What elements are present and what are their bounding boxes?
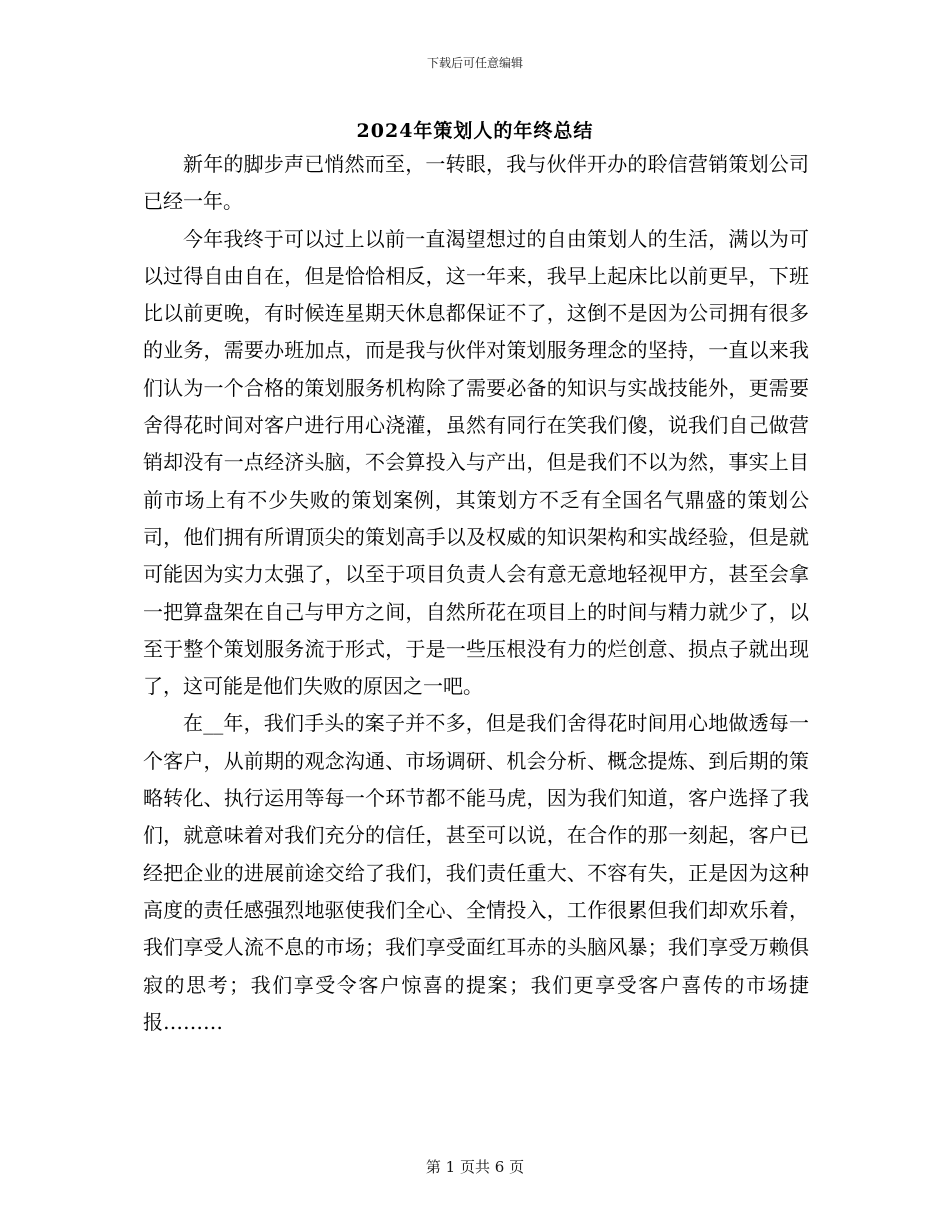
paragraph: 新年的脚步声已悄然而至，一转眼，我与伙伴开办的聆信营销策划公司已经一年。 — [143, 152, 809, 214]
document-body — [143, 146, 809, 1041]
page-header-note: 下载后可任意编辑 — [426, 56, 523, 70]
paragraph: 今年我终于可以过上以前一直渴望想过的自由策划人的生活，满以为可以过得自由自在，但是恰恰相反，这一年来，我早上起床比以前更早，下班比以前更晚，有时候连星期天休息都保证不了，这倒不是因为公司拥有很多的业务，需要办班加点，而是我与伙伴对策划服务理念的坚持，一直以来我们认为一个合格的策划服务机构除了需要必备的知识与实战技能外，更需要舍得花时间对客户进行用心浇灌，虽然有同行在笑我们傻，说我们自己做营销却没有一点经济头脑，不会算投入与产出，但是我们不以为然，事实上目前市场上有不少失败的策划案例，其策划方不乏有全国名气鼎盛的策划公司，他们拥有所谓顶尖的策划高手以及权威的知识架构和实战经验，但是就可能因为实力太强了，以至于项目负责人会有意无意地轻视甲方，甚至会拿一把算盘架在自己与甲方之间，自然所花在项目上的时间与精力就少了，以至于整个策划服务流于形式，于是一些压根没有力的烂创意、损点子就出现了，这可能是他们失败的原因之一吧。 — [143, 226, 809, 699]
document-title: 2024年策划人的年终总结 — [356, 120, 594, 142]
paragraph: 在__年，我们手头的案子并不多，但是我们舍得花时间用心地做透每一个客户，从前期的观念沟通、市场调研、机会分析、概念提炼、到后期的策略转化、执行运用等每一个环节都不能马虎，因为我们知道，客户选择了我们，就意味着对我们充分的信任，甚至可以说，在合作的那一刻起，客户已经把企业的进展前途交给了我们，我们责任重大、不容有失，正是因为这种高度的责任感强烈地驱使我们全心、全情投入，工作很累但我们却欢乐着，我们享受人流不息的市场；我们享受面红耳赤的头脑风暴；我们享受万赖俱寂的思考；我们享受令客户惊喜的提案；我们更享受客户喜传的市场捷报……… — [143, 711, 809, 1034]
page-number: 第 1 页共 6 页 — [425, 1158, 525, 1176]
